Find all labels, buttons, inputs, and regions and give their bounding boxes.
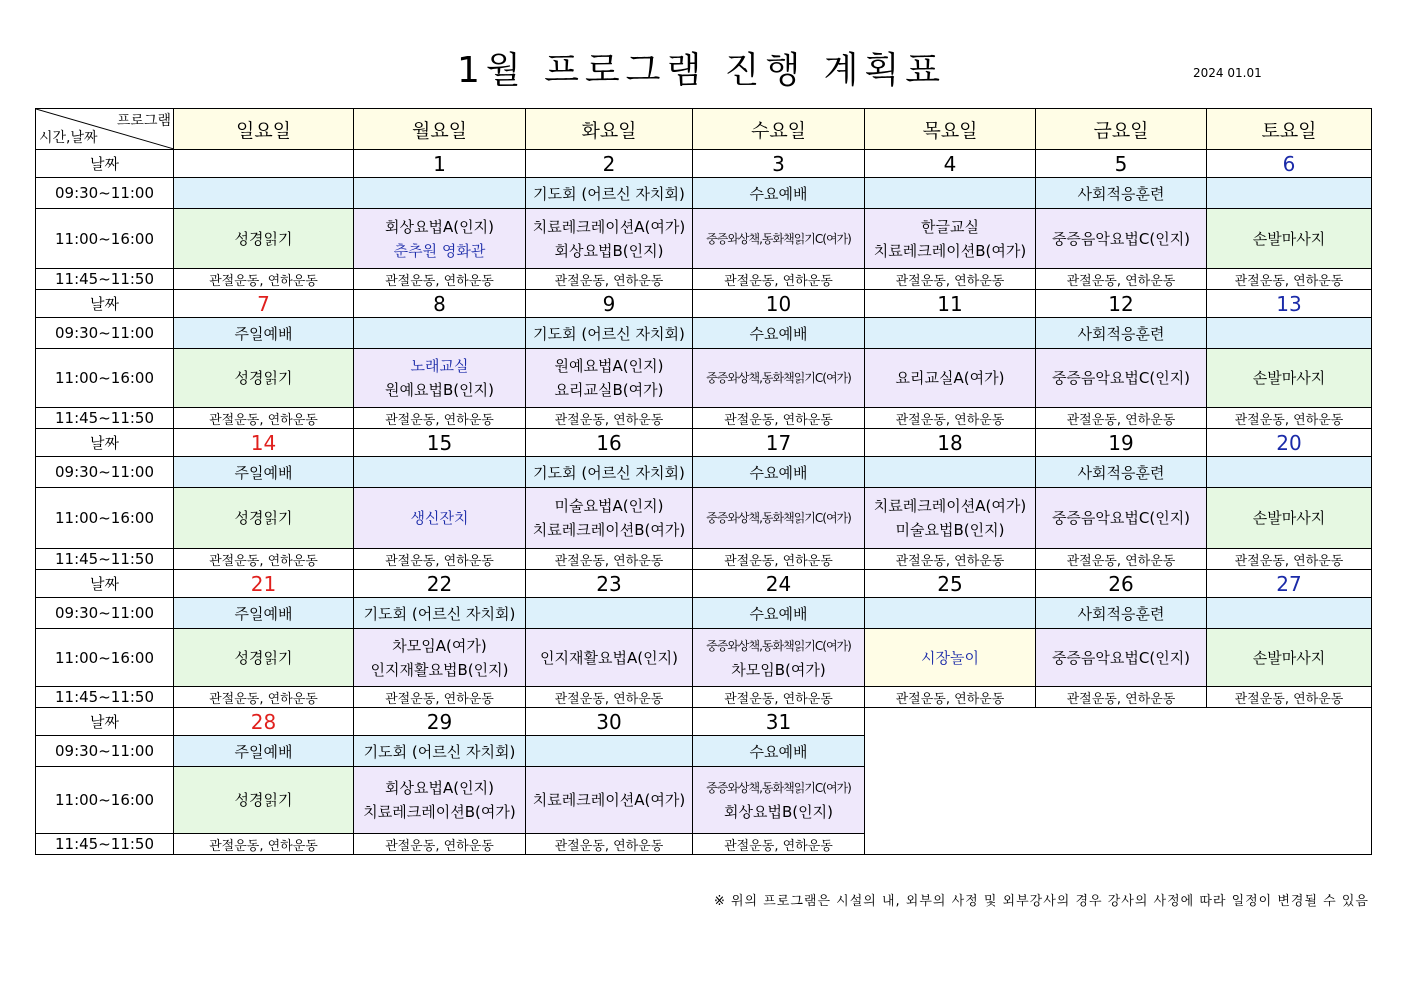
program-cell xyxy=(1036,629,1207,687)
program-row xyxy=(36,209,1372,269)
exercise-row xyxy=(36,549,1372,570)
page-title: 1월 프로그램 진행 계획표 xyxy=(457,50,946,91)
row-label-date: 날짜 xyxy=(36,570,174,598)
date-row xyxy=(36,429,1372,457)
program-cell xyxy=(354,488,526,549)
program-name: 회상요법B(인지) xyxy=(724,803,833,821)
program-cell xyxy=(1207,209,1372,269)
morning-cell: 수요예배 xyxy=(693,598,865,629)
date-cell: 28 xyxy=(174,708,354,736)
morning-cell: 사회적응훈련 xyxy=(1036,598,1207,629)
date-cell: 18 xyxy=(865,429,1036,457)
header-day-sun: 일요일 xyxy=(174,109,354,150)
program-cell xyxy=(693,629,865,687)
date-cell: 26 xyxy=(1036,570,1207,598)
program-name: 중증와상책,동화책읽기C(여가) xyxy=(706,511,851,525)
morning-cell: 수요예배 xyxy=(693,736,865,767)
header-corner xyxy=(36,109,174,150)
program-name: 손발마사지 xyxy=(1252,229,1326,248)
exercise-cell: 관절운동, 연하운동 xyxy=(174,549,354,570)
morning-cell: 사회적응훈련 xyxy=(1036,318,1207,349)
exercise-row xyxy=(36,269,1372,290)
morning-cell: 기도회 (어르신 자치회) xyxy=(526,457,693,488)
exercise-cell: 관절운동, 연하운동 xyxy=(174,834,354,855)
program-name: 성경읽기 xyxy=(234,791,293,809)
program-cell xyxy=(354,349,526,408)
row-label-date: 날짜 xyxy=(36,290,174,318)
program-name: 성경읽기 xyxy=(234,648,293,667)
exercise-cell: 관절운동, 연하운동 xyxy=(693,834,865,855)
exercise-cell: 관절운동, 연하운동 xyxy=(865,687,1036,708)
program-name: 미술요법A(인지) xyxy=(554,497,664,515)
program-cell xyxy=(526,629,693,687)
program-cell xyxy=(1036,209,1207,269)
header-day-tue: 화요일 xyxy=(526,109,693,150)
program-cell xyxy=(354,767,526,834)
program-name: 회상요법A(인지) xyxy=(385,779,494,797)
morning-cell: 주일예배 xyxy=(174,598,354,629)
program-cell xyxy=(1207,629,1372,687)
program-name: 치료레크레이션A(여가) xyxy=(532,791,686,809)
schedule-table xyxy=(35,108,1372,855)
program-cell xyxy=(174,767,354,834)
program-name: 치료레크레이션B(여가) xyxy=(363,803,516,821)
date-cell: 19 xyxy=(1036,429,1207,457)
row-label-main: 11:00~16:00 xyxy=(36,629,174,687)
program-name: 인지재활요법B(인지) xyxy=(370,660,509,679)
date-cell: 5 xyxy=(1036,150,1207,178)
date-cell: 27 xyxy=(1207,570,1372,598)
program-name: 치료레크레이션A(여가) xyxy=(532,217,686,236)
row-label-morning: 09:30~11:00 xyxy=(36,736,174,767)
program-cell xyxy=(526,488,693,549)
morning-cell: 사회적응훈련 xyxy=(1036,178,1207,209)
footnote: ※ 위의 프로그램은 시설의 내, 외부의 사정 및 외부강사의 경우 강사의 사정에 따라 일정이 변경될 수 있음 xyxy=(713,894,1369,909)
row-label-main: 11:00~16:00 xyxy=(36,767,174,834)
morning-cell: 수요예배 xyxy=(693,178,865,209)
date-cell xyxy=(174,150,354,178)
program-cell xyxy=(865,209,1036,269)
program-row xyxy=(36,349,1372,408)
exercise-cell: 관절운동, 연하운동 xyxy=(1207,549,1372,570)
morning-cell: 기도회 (어르신 자치회) xyxy=(526,178,693,209)
morning-row xyxy=(36,178,1372,209)
program-cell xyxy=(865,349,1036,408)
morning-cell xyxy=(526,598,693,629)
program-name: 성경읽기 xyxy=(234,369,293,387)
program-name: 차모임A(여가) xyxy=(392,636,487,655)
program-name: 중증음악요법C(인지) xyxy=(1051,648,1191,667)
header-day-sat: 토요일 xyxy=(1207,109,1372,150)
exercise-cell: 관절운동, 연하운동 xyxy=(693,408,865,429)
program-cell xyxy=(693,349,865,408)
date-row xyxy=(36,290,1372,318)
morning-cell: 수요예배 xyxy=(693,318,865,349)
exercise-cell: 관절운동, 연하운동 xyxy=(526,269,693,290)
header-row xyxy=(36,109,1372,150)
exercise-cell: 관절운동, 연하운동 xyxy=(1036,269,1207,290)
program-name: 차모임B(여가) xyxy=(731,660,826,679)
row-label-morning: 09:30~11:00 xyxy=(36,318,174,349)
morning-row xyxy=(36,598,1372,629)
row-label-morning: 09:30~11:00 xyxy=(36,178,174,209)
date-cell: 9 xyxy=(526,290,693,318)
header-day-wed: 수요일 xyxy=(693,109,865,150)
date-row xyxy=(36,708,1372,736)
document-date: 2024 01.01 xyxy=(1193,66,1262,80)
morning-cell xyxy=(526,736,693,767)
row-label-main: 11:00~16:00 xyxy=(36,209,174,269)
morning-cell: 주일예배 xyxy=(174,318,354,349)
program-name: 성경읽기 xyxy=(234,229,293,248)
morning-cell xyxy=(865,457,1036,488)
date-cell: 6 xyxy=(1207,150,1372,178)
exercise-row xyxy=(36,687,1372,708)
program-cell xyxy=(174,488,354,549)
date-cell: 14 xyxy=(174,429,354,457)
morning-cell xyxy=(1207,598,1372,629)
date-cell: 3 xyxy=(693,150,865,178)
program-name: 미술요법B(인지) xyxy=(895,521,1005,539)
date-cell: 7 xyxy=(174,290,354,318)
program-name: 요리교실B(여가) xyxy=(554,381,664,399)
row-label-exercise: 11:45~11:50 xyxy=(36,549,174,570)
program-cell xyxy=(693,767,865,834)
program-cell xyxy=(354,209,526,269)
date-cell: 12 xyxy=(1036,290,1207,318)
program-row xyxy=(36,488,1372,549)
program-name: 한글교실 xyxy=(921,217,979,236)
program-name: 회상요법A(인지) xyxy=(385,217,494,236)
exercise-cell: 관절운동, 연하운동 xyxy=(865,549,1036,570)
morning-cell: 수요예배 xyxy=(693,457,865,488)
morning-cell xyxy=(354,318,526,349)
morning-cell: 주일예배 xyxy=(174,736,354,767)
program-cell xyxy=(526,209,693,269)
exercise-cell: 관절운동, 연하운동 xyxy=(1207,687,1372,708)
row-label-main: 11:00~16:00 xyxy=(36,349,174,408)
empty-area xyxy=(865,708,1372,855)
morning-cell: 주일예배 xyxy=(174,457,354,488)
program-cell xyxy=(174,209,354,269)
exercise-cell: 관절운동, 연하운동 xyxy=(1036,408,1207,429)
program-row xyxy=(36,629,1372,687)
exercise-cell: 관절운동, 연하운동 xyxy=(1036,687,1207,708)
morning-cell xyxy=(1207,318,1372,349)
program-cell xyxy=(865,629,1036,687)
row-label-morning: 09:30~11:00 xyxy=(36,598,174,629)
date-cell: 29 xyxy=(354,708,526,736)
program-name: 원예요법A(인지) xyxy=(554,357,664,375)
date-cell: 21 xyxy=(174,570,354,598)
date-cell: 1 xyxy=(354,150,526,178)
morning-cell xyxy=(865,318,1036,349)
program-name: 노래교실 xyxy=(410,357,469,375)
program-name: 손발마사지 xyxy=(1252,369,1326,387)
exercise-cell: 관절운동, 연하운동 xyxy=(865,408,1036,429)
program-cell xyxy=(1207,488,1372,549)
morning-cell xyxy=(354,178,526,209)
morning-cell xyxy=(865,598,1036,629)
date-cell: 11 xyxy=(865,290,1036,318)
corner-label-time: 시간,날짜 xyxy=(39,130,98,146)
morning-cell: 기도회 (어르신 자치회) xyxy=(526,318,693,349)
date-cell: 31 xyxy=(693,708,865,736)
program-name: 시장놀이 xyxy=(921,648,979,667)
program-name: 중증와상책,동화책읽기C(여가) xyxy=(706,638,851,653)
program-name: 중증음악요법C(인지) xyxy=(1051,369,1191,387)
date-row xyxy=(36,150,1372,178)
morning-cell xyxy=(865,178,1036,209)
exercise-cell: 관절운동, 연하운동 xyxy=(693,549,865,570)
morning-cell: 기도회 (어르신 자치회) xyxy=(354,736,526,767)
program-name: 치료레크레이션A(여가) xyxy=(873,497,1027,515)
program-name: 치료레크레이션B(여가) xyxy=(873,241,1027,260)
exercise-cell: 관절운동, 연하운동 xyxy=(174,408,354,429)
date-cell: 25 xyxy=(865,570,1036,598)
date-cell: 8 xyxy=(354,290,526,318)
exercise-cell: 관절운동, 연하운동 xyxy=(174,687,354,708)
date-cell: 4 xyxy=(865,150,1036,178)
morning-cell: 기도회 (어르신 자치회) xyxy=(354,598,526,629)
program-name: 손발마사지 xyxy=(1252,509,1326,527)
program-cell xyxy=(174,629,354,687)
exercise-cell: 관절운동, 연하운동 xyxy=(354,269,526,290)
row-label-date: 날짜 xyxy=(36,429,174,457)
exercise-cell: 관절운동, 연하운동 xyxy=(354,549,526,570)
date-cell: 13 xyxy=(1207,290,1372,318)
program-cell xyxy=(865,488,1036,549)
exercise-cell: 관절운동, 연하운동 xyxy=(1036,549,1207,570)
header-day-mon: 월요일 xyxy=(354,109,526,150)
corner-label-program: 프로그램 xyxy=(116,113,171,129)
row-label-exercise: 11:45~11:50 xyxy=(36,834,174,855)
program-name: 춘추원 영화관 xyxy=(393,241,486,260)
date-cell: 2 xyxy=(526,150,693,178)
program-name: 중증음악요법C(인지) xyxy=(1051,229,1191,248)
program-cell xyxy=(693,209,865,269)
date-row xyxy=(36,570,1372,598)
row-label-exercise: 11:45~11:50 xyxy=(36,408,174,429)
program-cell xyxy=(526,767,693,834)
program-name: 생신잔치 xyxy=(410,509,469,527)
exercise-cell: 관절운동, 연하운동 xyxy=(693,687,865,708)
exercise-cell: 관절운동, 연하운동 xyxy=(354,834,526,855)
row-label-exercise: 11:45~11:50 xyxy=(36,269,174,290)
program-cell xyxy=(1207,349,1372,408)
date-cell: 20 xyxy=(1207,429,1372,457)
date-cell: 16 xyxy=(526,429,693,457)
date-cell: 15 xyxy=(354,429,526,457)
exercise-cell: 관절운동, 연하운동 xyxy=(865,269,1036,290)
row-label-exercise: 11:45~11:50 xyxy=(36,687,174,708)
row-label-main: 11:00~16:00 xyxy=(36,488,174,549)
date-cell: 10 xyxy=(693,290,865,318)
program-name: 중증와상책,동화책읽기C(여가) xyxy=(706,231,851,246)
program-name: 인지재활요법A(인지) xyxy=(540,648,678,667)
program-cell xyxy=(174,349,354,408)
program-name: 중증와상책,동화책읽기C(여가) xyxy=(706,781,851,795)
exercise-cell: 관절운동, 연하운동 xyxy=(354,408,526,429)
program-cell xyxy=(526,349,693,408)
program-cell xyxy=(693,488,865,549)
program-name: 회상요법B(인지) xyxy=(554,241,664,260)
program-cell xyxy=(1036,349,1207,408)
date-cell: 17 xyxy=(693,429,865,457)
date-cell: 24 xyxy=(693,570,865,598)
header-day-thu: 목요일 xyxy=(865,109,1036,150)
program-cell xyxy=(1036,488,1207,549)
morning-row xyxy=(36,457,1372,488)
exercise-cell: 관절운동, 연하운동 xyxy=(1207,269,1372,290)
morning-cell xyxy=(174,178,354,209)
exercise-cell: 관절운동, 연하운동 xyxy=(526,549,693,570)
program-name: 치료레크레이션B(여가) xyxy=(532,521,686,539)
morning-cell xyxy=(1207,178,1372,209)
morning-cell xyxy=(1207,457,1372,488)
exercise-cell: 관절운동, 연하운동 xyxy=(174,269,354,290)
exercise-cell: 관절운동, 연하운동 xyxy=(693,269,865,290)
exercise-cell: 관절운동, 연하운동 xyxy=(354,687,526,708)
date-cell: 22 xyxy=(354,570,526,598)
header-day-fri: 금요일 xyxy=(1036,109,1207,150)
program-name: 중증음악요법C(인지) xyxy=(1051,509,1191,527)
program-name: 성경읽기 xyxy=(234,509,293,527)
exercise-cell: 관절운동, 연하운동 xyxy=(526,834,693,855)
morning-cell xyxy=(354,457,526,488)
program-name: 손발마사지 xyxy=(1252,648,1326,667)
exercise-cell: 관절운동, 연하운동 xyxy=(526,408,693,429)
morning-row xyxy=(36,318,1372,349)
program-name: 중증와상책,동화책읽기C(여가) xyxy=(706,371,851,385)
exercise-cell: 관절운동, 연하운동 xyxy=(526,687,693,708)
row-label-date: 날짜 xyxy=(36,708,174,736)
program-name: 요리교실A(여가) xyxy=(895,369,1005,387)
exercise-row xyxy=(36,408,1372,429)
date-cell: 30 xyxy=(526,708,693,736)
date-cell: 23 xyxy=(526,570,693,598)
program-name: 원예요법B(인지) xyxy=(385,381,494,399)
row-label-date: 날짜 xyxy=(36,150,174,178)
morning-cell: 사회적응훈련 xyxy=(1036,457,1207,488)
row-label-morning: 09:30~11:00 xyxy=(36,457,174,488)
program-cell xyxy=(354,629,526,687)
schedule-body xyxy=(36,109,1372,855)
exercise-cell: 관절운동, 연하운동 xyxy=(1207,408,1372,429)
